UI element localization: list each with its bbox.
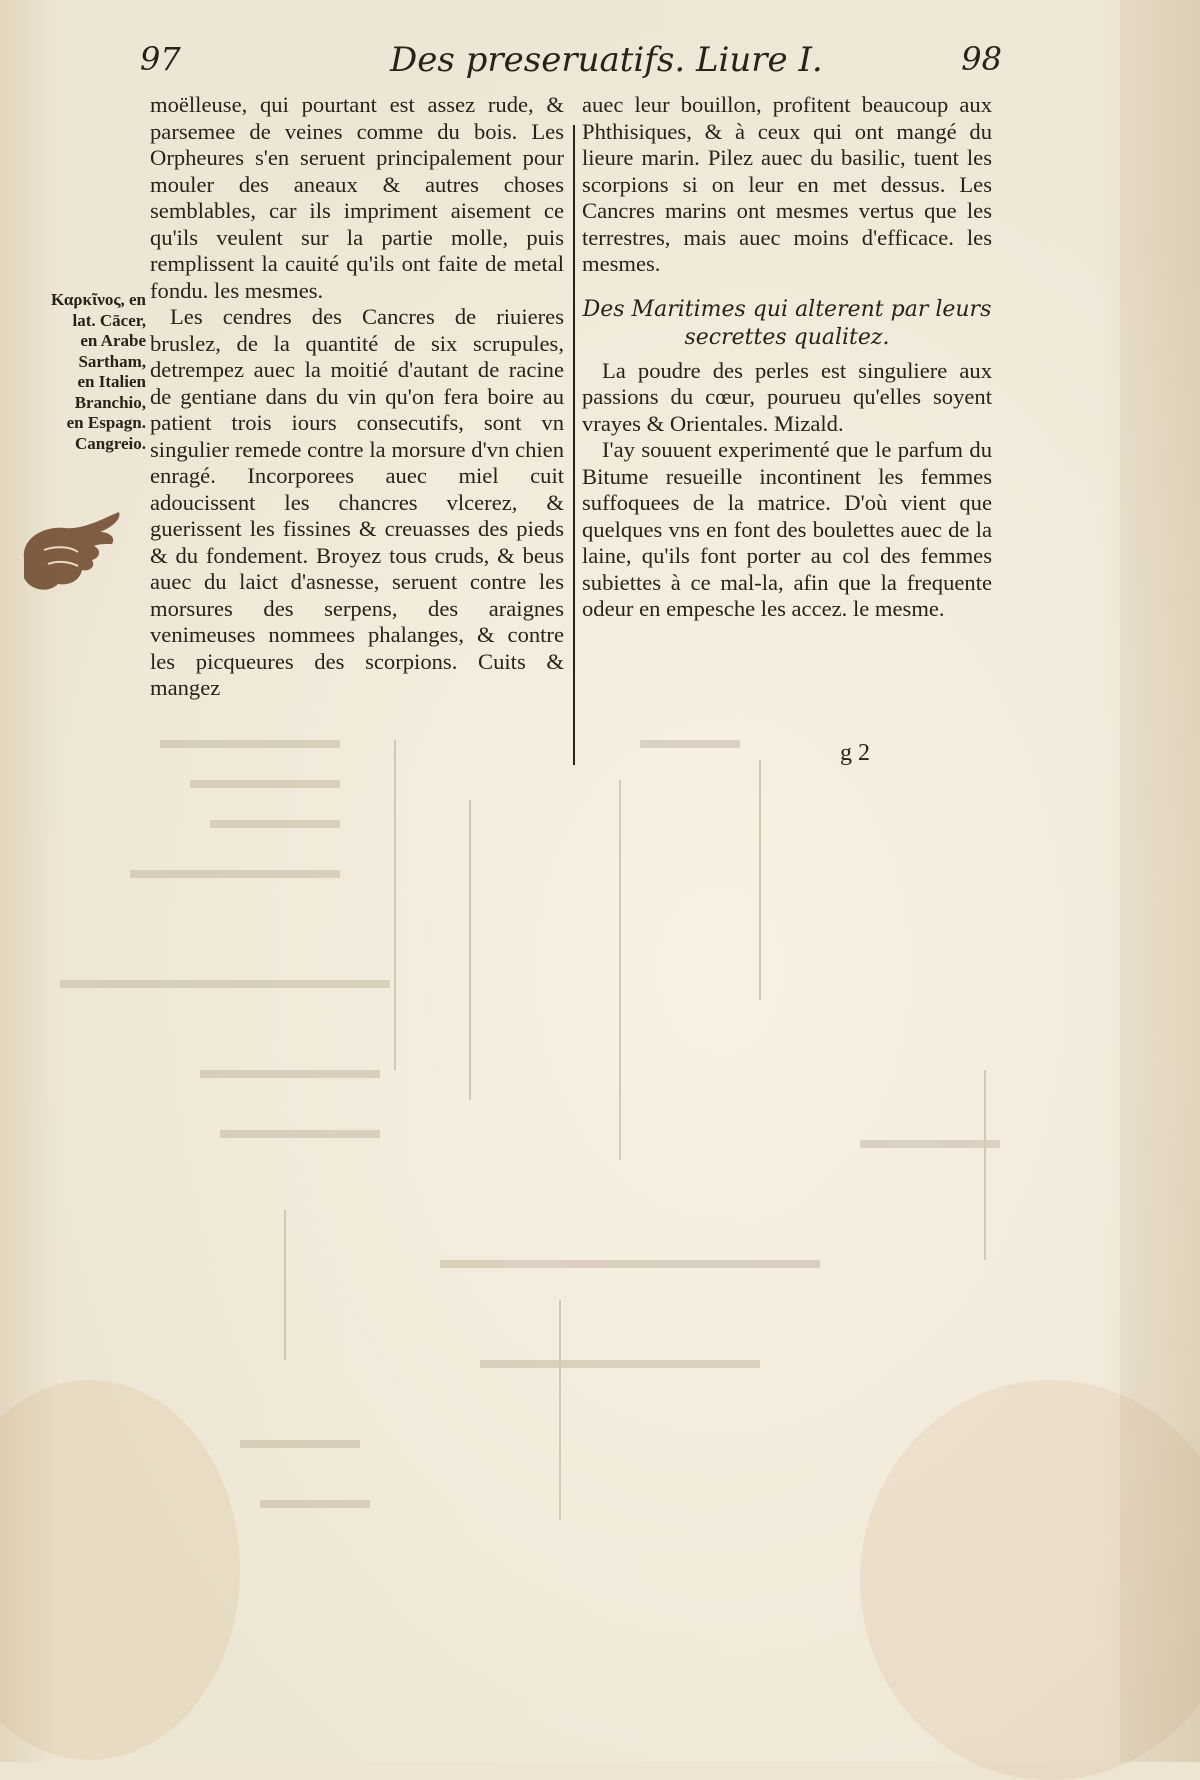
marginal-line: Cangreio. (75, 433, 146, 453)
marginal-line: lat. Cācer, (72, 310, 146, 330)
marginal-line: Καρκῖνος, en (51, 290, 146, 309)
marginal-line: en Italien (77, 372, 146, 391)
marginal-line: en Arabe (80, 331, 146, 350)
marginal-note (42, 290, 146, 454)
right-column (582, 92, 992, 623)
section-heading: Des Maritimes qui alterent par leurs secrettes qualitez. (582, 296, 992, 350)
paragraph: La poudre des perles est singuliere aux passions du cœur, pourueu qu'elles soyent vrayes & Orientales. Mizald. (582, 357, 992, 436)
bleed-through-marks (0, 740, 1200, 1740)
running-title: Des preseruatifs. Liure I. (390, 40, 823, 80)
paragraph: moëlleuse, qui pourtant est assez rude, & parsemee de veines comme du bois. Les Orpheures s'en seruent principalement pour mouler des aneaux & autres choses semblables, car ils impriment aisement ce qu'ils veulent sur la partie molle, puis remplissent la cauité qu'ils ont faite de metal fondu. les mesmes. (150, 92, 564, 303)
column-divider (573, 125, 575, 765)
paragraph: I'ay souuent experimenté que le parfum du Bitume resueille incontinent les femmes suffoquees de la matrice. D'où vient que quelques vns en font des boulettes auec de la laine, qu'ils font porter au col des femmes subiettes à ce mal-la, afin que la frequente odeur en empesche les accez. le mesme. (582, 437, 992, 621)
marginal-line: Branchio, (74, 392, 146, 412)
pointing-hand-icon (14, 498, 124, 608)
paragraph: Les cendres des Cancres de riuieres bruslez, de la quantité de six scrupules, detrempez auec la moitié d'autant de racine de gentiane dans du vin qu'on fera boire au patient trois iours consecutifs, sont vn singulier remede contre la morsure d'vn chien enragé. Incorporees auec miel cuit adoucissent les chancres vlcerez, & guerissent les fissines & creuasses des pieds & du fondement. Broyez tous cruds, & beus auec du laict d'asnesse, seruent contre les morsures des serpens, des araignes venimeuses nommees phalanges, & contre les picqueures des scorpions. Cuits & mangez (150, 304, 564, 700)
left-page-number: 97 (140, 40, 181, 78)
left-column (150, 92, 564, 702)
paragraph: auec leur bouillon, profitent beaucoup aux Phthisiques, & à ceux qui ont mangé du lieure marin. Pilez auec du basilic, tuent les scorpions si on leur en met dessus. Les Cancres marins ont mesmes vertus que les terrestres, mais auec moins d'efficace. les mesmes. (582, 92, 992, 276)
marginal-line: en Espagn. (66, 413, 146, 432)
marginal-line: Sartham, (78, 351, 146, 371)
signature-mark: g 2 (840, 740, 870, 766)
page-header (140, 40, 1010, 90)
right-page-number: 98 (961, 40, 1002, 78)
